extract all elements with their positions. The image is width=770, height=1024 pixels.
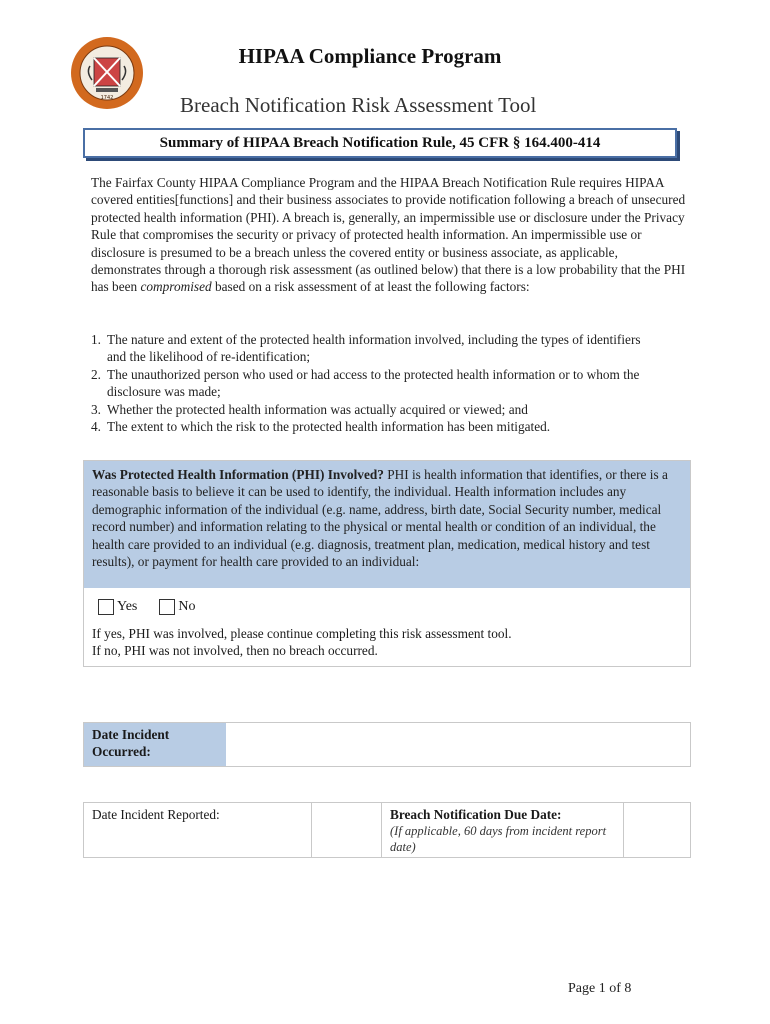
phi-yes-option[interactable] bbox=[98, 599, 137, 615]
intro-text-after: based on a risk assessment of at least the following factors: bbox=[211, 279, 530, 295]
phi-question: Was Protected Health Information (PHI) Involved? bbox=[92, 467, 384, 482]
fairfax-county-seal bbox=[70, 36, 144, 110]
date-reported-field[interactable] bbox=[312, 803, 382, 857]
list-text: The extent to which the risk to the protected health information has been mitigated. bbox=[107, 419, 551, 435]
phi-involved-section bbox=[83, 460, 691, 667]
intro-emphasis: compromised bbox=[140, 279, 212, 295]
no-checkbox[interactable] bbox=[159, 599, 175, 615]
report-dates-table bbox=[83, 802, 691, 858]
phi-question-header bbox=[84, 461, 690, 588]
due-date-label: Breach Notification Due Date: bbox=[390, 807, 562, 822]
list-item bbox=[91, 401, 651, 418]
yes-checkbox[interactable] bbox=[98, 599, 114, 615]
page-subtitle: Breach Notification Risk Assessment Tool bbox=[180, 93, 537, 117]
list-item bbox=[91, 331, 651, 366]
list-text: The unauthorized person who used or had access to the protected health information or to whom the disclosure was made; bbox=[107, 366, 640, 400]
due-date-note: (If applicable, 60 days from incident report date) bbox=[390, 824, 607, 855]
date-occurred-table bbox=[83, 722, 691, 767]
list-number: 1. bbox=[91, 332, 101, 347]
phi-note-no: If no, PHI was not involved, then no breach occurred. bbox=[92, 643, 378, 659]
phi-instructions bbox=[84, 619, 690, 660]
seal-year: 1742 bbox=[100, 95, 114, 101]
phi-definition: PHI is health information that identifies, or there is a reasonable basis to believe it can be used to identify, the individual. Health information includes any demographic information of the individual (e.g. name, address, birth date, Social Security number, medical record number) and information relating to the physical or mental health or condition of an individual, the health care provided to an individual (e.g. diagnosis, treatment plan, medication, medical history and test results), or payment for health care provided to an individual: bbox=[92, 467, 668, 570]
date-reported-label: Date Incident Reported: bbox=[84, 803, 312, 857]
date-occurred-label: Date Incident Occurred: bbox=[84, 723, 226, 766]
phi-answer-row bbox=[84, 588, 690, 619]
list-number: 4. bbox=[91, 419, 101, 435]
phi-no-option[interactable] bbox=[159, 599, 195, 615]
list-number: 3. bbox=[91, 401, 101, 417]
page-title: HIPAA Compliance Program bbox=[238, 44, 502, 68]
intro-paragraph bbox=[91, 174, 691, 296]
list-number: 2. bbox=[91, 366, 101, 382]
list-item bbox=[91, 366, 651, 401]
due-date-field[interactable] bbox=[624, 803, 690, 857]
list-text: Whether the protected health information was actually acquired or viewed; and bbox=[107, 401, 528, 417]
summary-heading: Summary of HIPAA Breach Notification Rule, 45 CFR § 164.400-414 bbox=[83, 128, 677, 158]
list-item bbox=[91, 418, 651, 435]
phi-note-yes: If yes, PHI was involved, please continue completing this risk assessment tool. bbox=[92, 626, 512, 641]
page-number: Page 1 of 8 bbox=[568, 981, 632, 996]
risk-factors-list bbox=[91, 331, 651, 435]
due-date-label-cell bbox=[382, 803, 624, 857]
yes-label: Yes bbox=[117, 599, 138, 614]
no-label: No bbox=[178, 599, 196, 614]
date-occurred-field[interactable] bbox=[226, 723, 690, 766]
list-text: The nature and extent of the protected health information involved, including the types of identifiers and the likelihood of re-identification; bbox=[107, 332, 641, 365]
intro-text-before: The Fairfax County HIPAA Compliance Program and the HIPAA Breach Notification Rule requires HIPAA covered entities[functions] and their business associates to provide notification following a breach of unsecured protected health information (PHI). A breach is, generally, an impermissible use or disclosure under the Privacy Rule that compromises the security or privacy of protected health information. An impermissible use or disclosure is presumed to be a breach unless the covered entity or business associate, as applicable, demonstrates through a thorough risk assessment (as outlined below) that there is a low probability that the PHI has been bbox=[91, 175, 686, 295]
